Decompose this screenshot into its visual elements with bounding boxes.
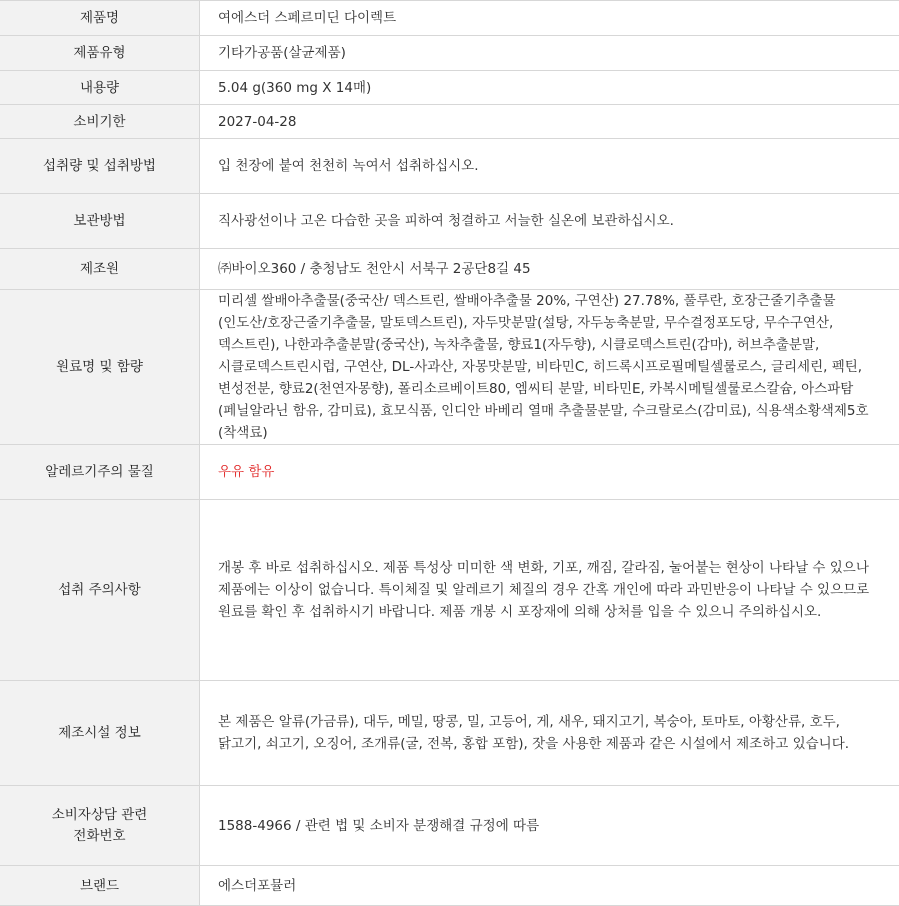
row-label-storage: 보관방법	[0, 194, 200, 249]
row-value-intake-method: 입 천장에 붙여 천천히 녹여서 섭취하십시오.	[200, 139, 899, 194]
row-value-storage: 직사광선이나 고온 다습한 곳을 피하여 청결하고 서늘한 실온에 보관하십시오.	[200, 194, 899, 249]
row-label-manufacturer: 제조원	[0, 249, 200, 290]
row-label-product-type: 제품유형	[0, 36, 200, 71]
row-value-manufacturer: ㈜바이오360 / 충청남도 천안시 서북구 2공단8길 45	[200, 249, 899, 290]
row-label-intake-method: 섭취량 및 섭취방법	[0, 139, 200, 194]
row-label-content-amount: 내용량	[0, 71, 200, 105]
table-row	[0, 290, 899, 445]
table-row	[0, 1, 899, 36]
table-row	[0, 139, 899, 194]
row-label-ingredients: 원료명 및 함량	[0, 290, 200, 445]
table-row	[0, 71, 899, 105]
table-row	[0, 681, 899, 786]
table-row	[0, 36, 899, 71]
table-row	[0, 445, 899, 500]
table-row	[0, 249, 899, 290]
table-row	[0, 500, 899, 681]
table-row	[0, 194, 899, 249]
row-label-allergen: 알레르기주의 물질	[0, 445, 200, 500]
row-label-brand: 브랜드	[0, 866, 200, 906]
row-value-precautions: 개봉 후 바로 섭취하십시오. 제품 특성상 미미한 색 변화, 기포, 깨짐, 갈라짐, 눌어붙는 현상이 나타날 수 있으나 제품에는 이상이 없습니다. 특이체질 및 알레르기 체질의 경우 간혹 개인에 따라 과민반응이 나타날 수 있으므로 원료를 확인 후 섭취하시기 바랍니다. 제품 개봉 시 포장재에 의해 상처를 입을 수 있으니 주의하십시오.	[200, 500, 899, 681]
row-value-content-amount: 5.04 g(360 mg X 14매)	[200, 71, 899, 105]
row-value-product-type: 기타가공품(살균제품)	[200, 36, 899, 71]
row-label-consumer-contact-line1: 소비자상담 관련	[0, 805, 199, 826]
row-label-expiry: 소비기한	[0, 105, 200, 139]
row-label-precautions: 섭취 주의사항	[0, 500, 200, 681]
row-label-facility-info: 제조시설 정보	[0, 681, 200, 786]
row-value-brand: 에스더포뮬러	[200, 866, 899, 906]
row-label-consumer-contact	[0, 786, 200, 866]
row-value-ingredients: 미리셀 쌀배아추출물(중국산/ 덱스트린, 쌀배아추출물 20%, 구연산) 27.78%, 풀루란, 호장근줄기추출물(인도산/호장근줄기추출물, 말토덱스트린), 자두맛분말(설탕, 자두농축분말, 무수결정포도당, 무수구연산, 덱스트린), 나한과추출분말(중국산), 녹차추출물, 향료1(자두향), 시클로덱스트린(감마), 허브추출분말, 시클로덱스트린시럽, 구연산, DL-사과산, 자몽맛분말, 비타민C, 히드록시프로필메틸셀룰로스, 글리세린, 펙틴, 변성전분, 향료2(천연자몽향), 폴리소르베이트80, 엠씨티 분말, 비타민E, 카복시메틸셀룰로스칼슘, 아스파탐(페닐알라닌 함유, 감미료), 효모식품, 인디안 바베리 열매 추출물분말, 수크랄로스(감미료), 식용색소황색제5호(착색료)	[200, 290, 899, 445]
row-value-product-name: 여에스더 스페르미딘 다이렉트	[200, 1, 899, 36]
table-row	[0, 786, 899, 866]
row-value-expiry: 2027-04-28	[200, 105, 899, 139]
row-value-facility-info: 본 제품은 알류(가금류), 대두, 메밀, 땅콩, 밀, 고등어, 게, 새우, 돼지고기, 복숭아, 토마토, 아황산류, 호두, 닭고기, 쇠고기, 오징어, 조개류(굴, 전복, 홍합 포함), 잣을 사용한 제품과 같은 시설에서 제조하고 있습니다.	[200, 681, 899, 786]
table-row	[0, 105, 899, 139]
row-value-consumer-contact: 1588-4966 / 관련 법 및 소비자 분쟁해결 규정에 따름	[200, 786, 899, 866]
row-value-allergen: 우유 함유	[200, 445, 899, 500]
row-label-product-name: 제품명	[0, 1, 200, 36]
row-label-consumer-contact-line2: 전화번호	[0, 826, 199, 847]
